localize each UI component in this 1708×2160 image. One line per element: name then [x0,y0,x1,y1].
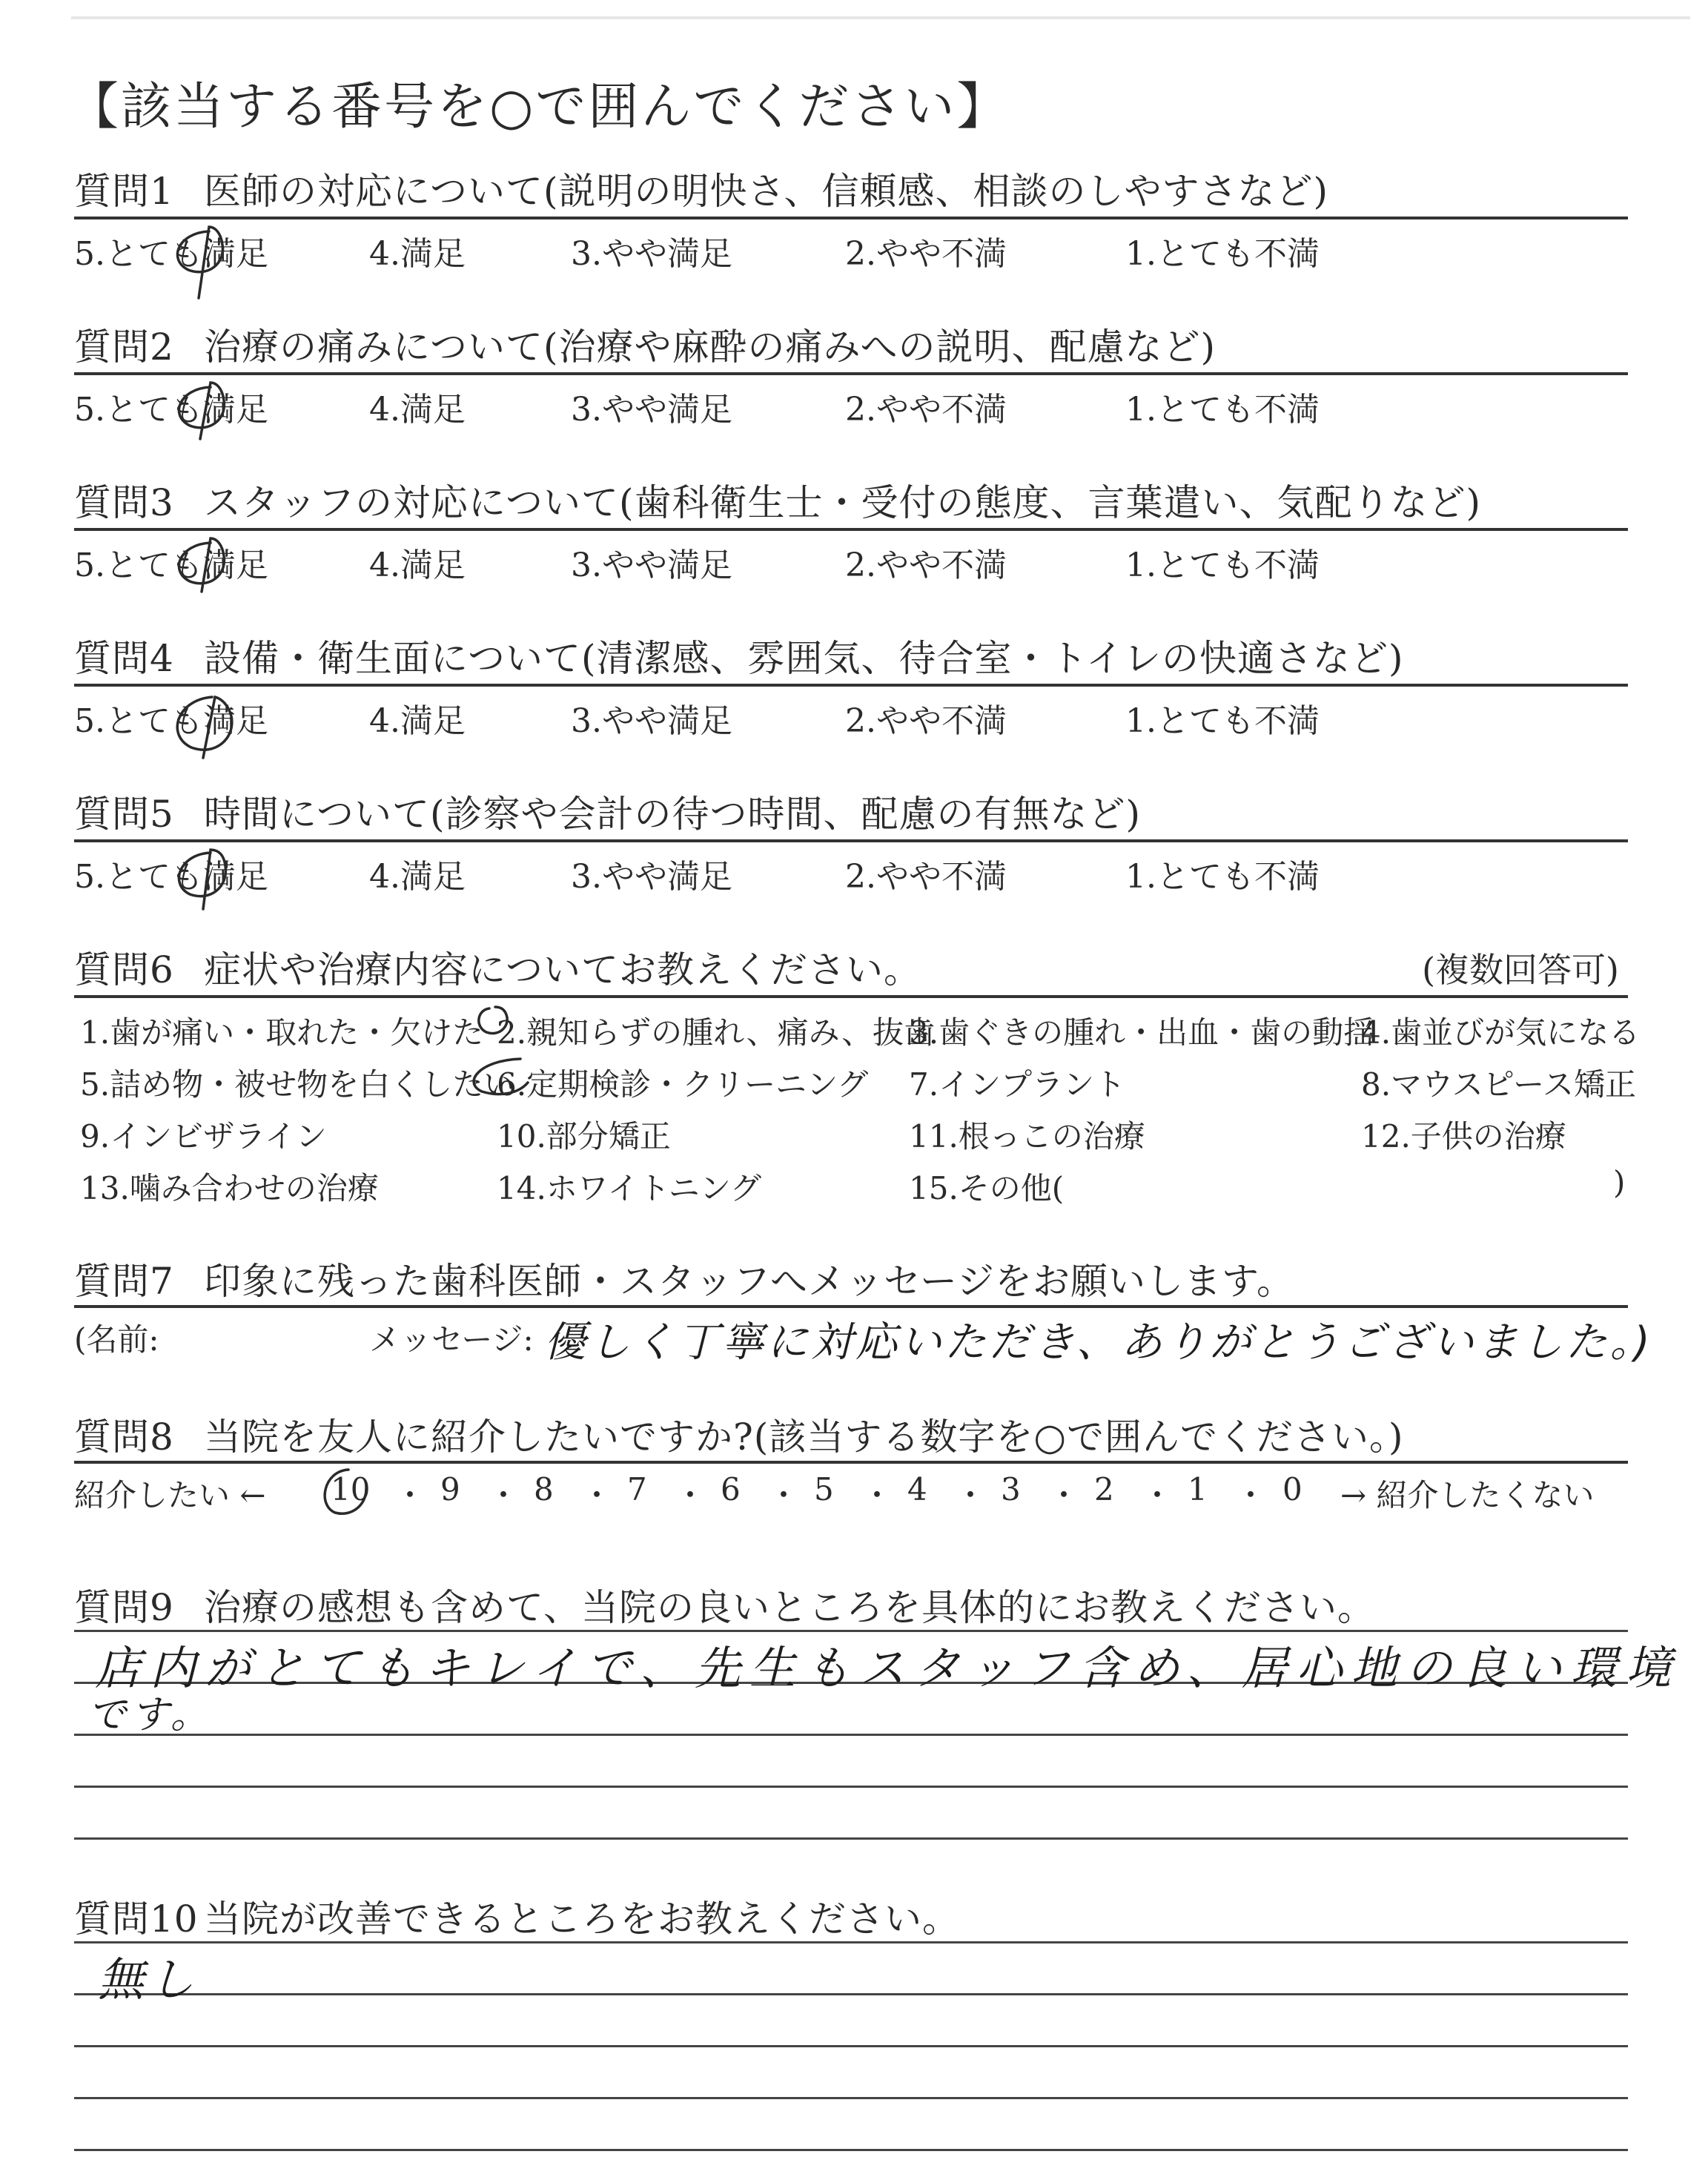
rating-option-3[interactable]: 3.やや満足 [571,546,732,584]
name-label: (名前: [74,1321,159,1358]
rating-option-2[interactable]: 2.やや不満 [845,546,1007,584]
recommend-label: 紹介したい ← [74,1477,266,1513]
symptom-option-7[interactable]: 7.インプラント [909,1066,1126,1103]
question-rule [74,528,1628,531]
rating-option-5[interactable]: 5.とても満足 [74,858,268,896]
multiple-answers-note: (複数回答可) [1422,950,1619,990]
symptom-option-14[interactable]: 14.ホワイトニング [497,1170,762,1206]
scale-dot: ・ [394,1477,426,1513]
symptom-option-15[interactable]: 15.その他( [909,1170,1065,1206]
scale-dot: ・ [1048,1477,1080,1513]
question-text: 時間について(診察や会計の待つ時間、配慮の有無など) [204,793,1142,836]
scale-option-5[interactable]: 5 [814,1471,834,1507]
rating-option-5[interactable]: 5.とても満足 [74,702,268,740]
other-close-paren: ) [1613,1164,1626,1200]
rating-option-2[interactable]: 2.やや不満 [845,702,1007,740]
scale-dot: ・ [1235,1477,1267,1513]
answer-line [74,2045,1628,2047]
question-rule [74,684,1628,687]
question-text: 医師の対応について(説明の明快さ、信頼感、相談のしやすさなど) [204,170,1329,213]
question-rule [74,372,1628,375]
handwritten-answer-line-2[interactable]: です。 [87,1693,214,1737]
handwritten-message[interactable]: 優しく丁寧に対応いただき、ありがとうございました。) [544,1318,1653,1367]
question-rule [74,995,1628,998]
rating-option-3[interactable]: 3.やや満足 [571,702,732,740]
scale-option-2[interactable]: 2 [1094,1471,1114,1507]
scale-option-9[interactable]: 9 [440,1471,460,1507]
scale-option-10[interactable]: 10 [331,1471,371,1507]
rating-option-4[interactable]: 4.満足 [369,546,466,584]
rating-option-2[interactable]: 2.やや不満 [845,235,1007,273]
rating-option-4[interactable]: 4.満足 [369,235,466,273]
question-text: 症状や治療内容についてお教えください。 [204,948,921,991]
question-text: 治療の感想も含めて、当院の良いところを具体的にお教えください。 [204,1586,1375,1629]
symptom-option-2[interactable]: 2.親知らずの腫れ、痛み、抜歯 [497,1014,936,1051]
top-border [71,16,1690,19]
rating-option-3[interactable]: 3.やや満足 [571,235,732,273]
rating-option-5[interactable]: 5.とても満足 [74,546,268,584]
rating-option-1[interactable]: 1.とても不満 [1125,391,1320,429]
scale-dot: ・ [861,1477,893,1513]
rating-option-4[interactable]: 4.満足 [369,391,466,429]
question-number: 質問5 [74,793,174,836]
symptom-option-5[interactable]: 5.詰め物・被せ物を白くしたい [80,1066,515,1103]
question-text: 治療の痛みについて(治療や麻酔の痛みへの説明、配慮など) [204,326,1217,369]
answer-line [74,1993,1628,1995]
symptom-option-3[interactable]: 3.歯ぐきの腫れ・出血・歯の動揺 [909,1014,1375,1051]
scale-dot: ・ [488,1477,520,1513]
rating-option-5[interactable]: 5.とても満足 [74,235,268,273]
scale-option-8[interactable]: 8 [534,1471,554,1507]
rating-option-1[interactable]: 1.とても不満 [1125,235,1320,273]
question-number: 質問2 [74,326,174,369]
symptom-option-13[interactable]: 13.噛み合わせの治療 [80,1170,379,1206]
question-text: 印象に残った歯科医師・スタッフへメッセージをお願いします。 [204,1260,1294,1303]
rating-option-4[interactable]: 4.満足 [369,702,466,740]
answer-line [74,1941,1628,1943]
rating-option-2[interactable]: 2.やや不満 [845,858,1007,896]
symptom-option-4[interactable]: 4.歯並びが気になる [1361,1014,1641,1051]
answer-line [74,2097,1628,2099]
scale-dot: ・ [1142,1477,1174,1513]
scale-option-6[interactable]: 6 [721,1471,741,1507]
message-label: メッセージ: [369,1321,534,1358]
page-heading: 【該当する番号を○で囲んでください】 [68,78,1010,136]
question-number: 質問4 [74,637,174,680]
not-recommend-label: → 紹介したくない [1340,1477,1595,1513]
rating-option-1[interactable]: 1.とても不満 [1125,546,1320,584]
question-number: 質問1 [74,170,174,213]
rating-option-4[interactable]: 4.満足 [369,858,466,896]
question-rule [74,839,1628,842]
rating-option-1[interactable]: 1.とても不満 [1125,702,1320,740]
question-number: 質問10 [74,1898,199,1941]
symptom-option-12[interactable]: 12.子供の治療 [1361,1118,1566,1155]
symptom-option-8[interactable]: 8.マウスピース矯正 [1361,1066,1637,1103]
scale-option-0[interactable]: 0 [1282,1471,1302,1507]
rating-option-2[interactable]: 2.やや不満 [845,391,1007,429]
question-number: 質問3 [74,481,174,524]
scale-dot: ・ [675,1477,706,1513]
symptom-option-11[interactable]: 11.根っこの治療 [909,1118,1145,1155]
question-number: 質問8 [74,1416,174,1459]
rating-option-1[interactable]: 1.とても不満 [1125,858,1320,896]
scale-option-4[interactable]: 4 [907,1471,927,1507]
question-text: 設備・衛生面について(清潔感、雰囲気、待合室・トイレの快適さなど) [204,637,1404,680]
answer-line [74,1734,1628,1736]
question-number: 質問6 [74,948,174,991]
scale-option-3[interactable]: 3 [1001,1471,1021,1507]
answer-line [74,1786,1628,1788]
handwritten-answer[interactable]: 無し [98,1952,199,2007]
question-rule [74,1305,1628,1308]
handwritten-answer-line-1[interactable]: 店内がとてもキレイで、先生もスタッフ含め、居心地の良い環境 [95,1641,1681,1695]
symptom-option-1[interactable]: 1.歯が痛い・取れた・欠けた [80,1014,484,1051]
answer-line [74,2149,1628,2151]
answer-line [74,1837,1628,1840]
scale-option-7[interactable]: 7 [627,1471,647,1507]
scale-option-1[interactable]: 1 [1188,1471,1208,1507]
question-text: スタッフの対応について(歯科衛生士・受付の態度、言葉遣い、気配りなど) [204,481,1482,524]
symptom-option-6[interactable]: 6.定期検診・クリーニング [497,1066,869,1103]
scale-dot: ・ [768,1477,800,1513]
scale-dot: ・ [955,1477,987,1513]
symptom-option-10[interactable]: 10.部分矯正 [497,1118,671,1155]
scale-dot: ・ [581,1477,613,1513]
question-number: 質問7 [74,1260,174,1303]
rating-option-5[interactable]: 5.とても満足 [74,391,268,429]
question-text: 当院を友人に紹介したいですか?(該当する数字を○で囲んでください。) [204,1416,1404,1459]
question-text: 当院が改善できるところをお教えください。 [204,1898,960,1941]
question-rule [74,1461,1628,1464]
question-number: 質問9 [74,1586,174,1629]
symptom-option-9[interactable]: 9.インビザライン [80,1118,327,1155]
rating-option-3[interactable]: 3.やや満足 [571,858,732,896]
rating-option-3[interactable]: 3.やや満足 [571,391,732,429]
question-rule [74,217,1628,219]
